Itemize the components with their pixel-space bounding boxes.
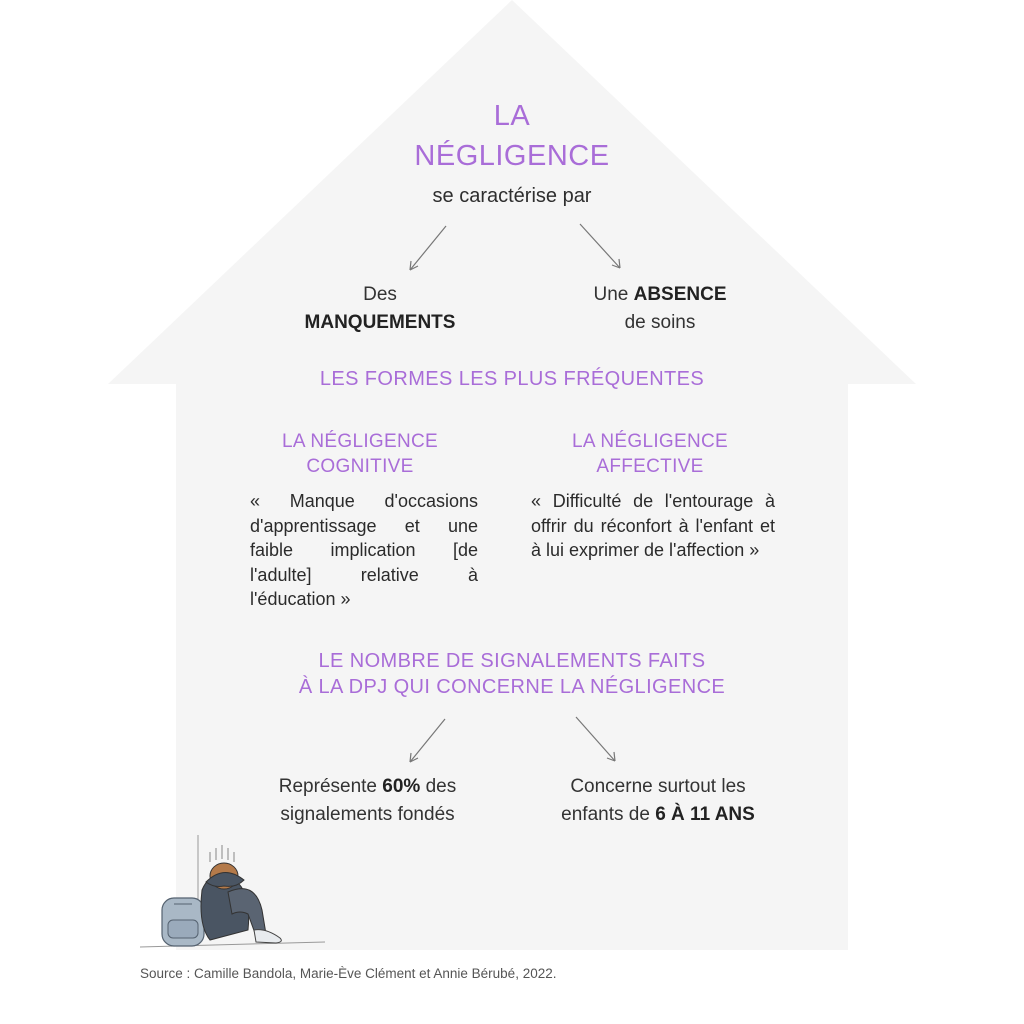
reports-left [240, 773, 495, 829]
reports-right [530, 773, 786, 829]
characteristic-left-bold: MANQUEMENTS [304, 312, 456, 333]
affective-title-line1: LA NÉGLIGENCE [572, 431, 728, 452]
cognitive-title [250, 429, 470, 479]
reports-right-line2: enfants de 6 À 11 ANS [561, 804, 755, 825]
subtitle: se caractérise par [432, 185, 592, 207]
characteristic-manquements [270, 281, 490, 337]
title-line-2: NÉGLIGENCE [414, 140, 610, 172]
cognitive-title-line2: COGNITIVE [306, 456, 414, 477]
title-line-1: LA [493, 100, 531, 132]
reports-left-line2: signalements fondés [280, 804, 455, 825]
sad-child-illustration-icon [140, 830, 330, 950]
affective-title-line2: AFFECTIVE [596, 456, 704, 477]
arrow-left-top-icon [410, 226, 446, 270]
reports-right-line1: Concerne surtout les [570, 776, 746, 797]
reports-left-line1: Représente 60% des [278, 776, 457, 797]
cognitive-quote: « Manque d'occasions d'apprentissage et une faible implication [de l'adulte] relative à l'éducation » [250, 491, 478, 609]
forms-heading: LES FORMES LES PLUS FRÉQUENTES [319, 368, 705, 390]
characteristic-right-line2: de soins [624, 312, 696, 333]
characteristic-left-line1: Des [363, 284, 397, 305]
affective-quote: « Difficulté de l'entourage à offrir du réconfort à l'enfant et à lui exprimer de l'affection » [531, 491, 775, 560]
characteristic-absence [540, 281, 780, 337]
cognitive-title-line1: LA NÉGLIGENCE [282, 431, 438, 452]
characteristic-right-line1: Une ABSENCE [593, 284, 727, 305]
reports-heading-line1: LE NOMBRE DE SIGNALEMENTS FAITS [318, 650, 706, 672]
arrow-right-top-icon [580, 224, 620, 268]
reports-heading [200, 648, 824, 700]
arrow-right-bottom-icon [576, 717, 615, 761]
reports-heading-line2: À LA DPJ QUI CONCERNE LA NÉGLIGENCE [298, 676, 726, 698]
source-note: Source : Camille Bandola, Marie-Ève Clément et Annie Bérubé, 2022. [140, 966, 557, 981]
affective-title [540, 429, 760, 479]
arrow-left-bottom-icon [410, 719, 445, 762]
